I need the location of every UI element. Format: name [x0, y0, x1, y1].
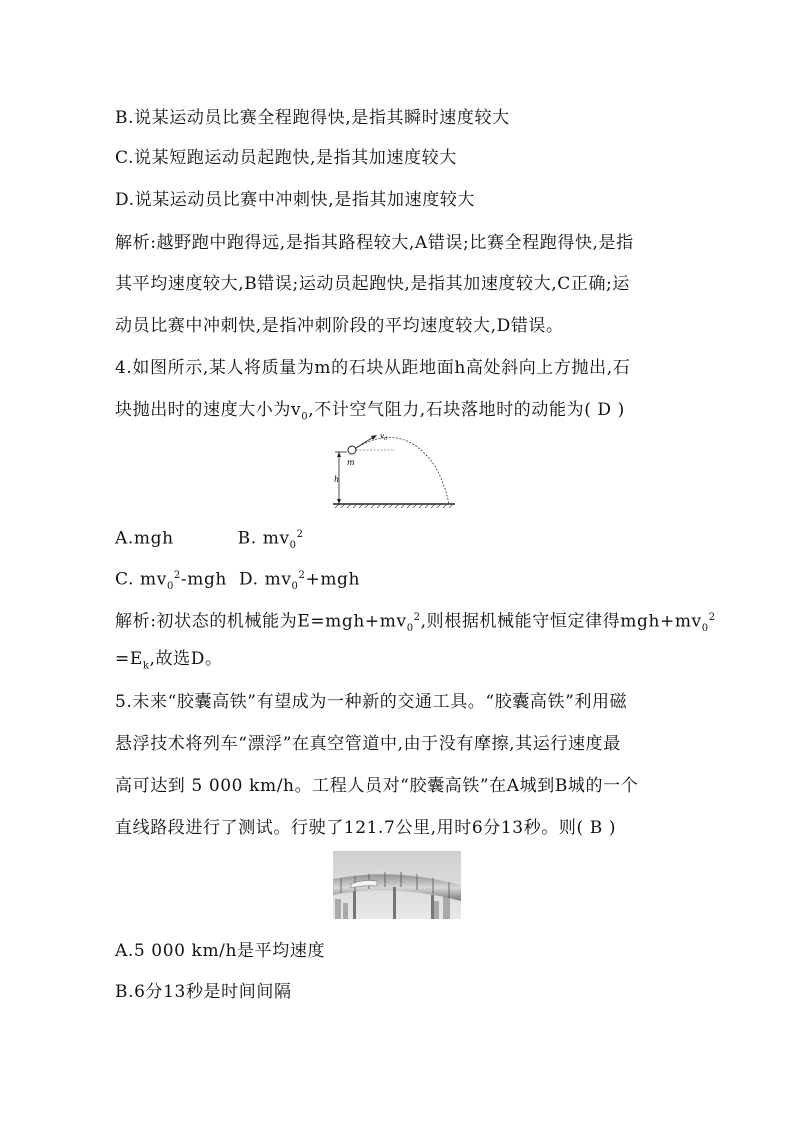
mass-label: m: [347, 458, 355, 467]
q5-stem-line-3: 高可达到 5 000 km/h。工程人员对“胶囊高铁”在A城到B城的一个: [115, 776, 639, 796]
q4-stem-line-1: 4.如图所示,某人将质量为m的石块从距地面h高处斜向上方抛出,石: [115, 358, 631, 378]
option-b-text: B.说某运动员比赛全程跑得快,是指其瞬时速度较大: [115, 108, 510, 128]
capsule-train-photo: [333, 851, 461, 919]
q4-options-row-2: C. $mv_0^2$-mgh D. $mv_0^2+mgh$: [115, 569, 361, 593]
q5-option-a: A.5 000 km/h是平均速度: [115, 941, 326, 961]
projectile-diagram: [325, 426, 457, 508]
q3-solution-line-1: 解析:越野跑中跑得远,是指其路程较大,A错误;比赛全程跑得快,是指: [115, 233, 634, 253]
option-d-text: D.说某运动员比赛中冲刺快,是指其加速度较大: [115, 190, 476, 210]
q5-stem-line-1: 5.未来“胶囊高铁”有望成为一种新的交通工具。“胶囊高铁”利用磁: [115, 692, 628, 712]
q5-option-b: B.6分13秒是时间间隔: [115, 982, 292, 1002]
velocity-label: $v_0$: [380, 432, 388, 442]
q5-stem-line-2: 悬浮技术将列车“漂浮”在真空管道中,由于没有摩擦,其运行速度最: [115, 734, 621, 754]
q4-solution-line-2: $=E_k$,故选D。: [115, 649, 223, 672]
q5-stem-line-4: 直线路段进行了测试。行驶了121.7公里,用时6分13秒。则( B ): [115, 818, 617, 838]
q4-options-row-1: A.mgh B. $mv_0^2$: [115, 528, 304, 552]
q4-stem-line-2: 块抛出时的速度大小为$v_0$,不计空气阻力,石块落地时的动能为( D ): [115, 400, 625, 423]
q3-solution-line-3: 动员比赛中冲刺快,是指冲刺阶段的平均速度较大,D错误。: [115, 316, 564, 336]
option-c-text: C.说某短跑运动员起跑快,是指其加速度较大: [115, 148, 457, 168]
height-label: h: [334, 475, 340, 484]
q3-solution-line-2: 其平均速度较大,B错误;运动员起跑快,是指其加速度较大,C正确;运: [115, 274, 630, 294]
q4-solution-line-1: 解析:初状态的机械能为$E=mgh+mv_0^2$,则根据机械能守恒定律得$mgh+mv_0^2$: [115, 611, 716, 635]
